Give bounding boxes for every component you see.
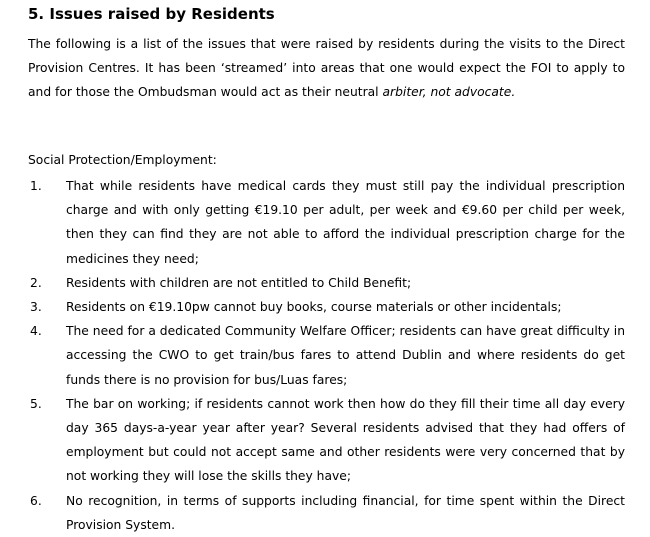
list-item-text: No recognition, in terms of supports including financial, for time spent within the Direct Provision System. bbox=[66, 493, 625, 532]
list-item-number: 4. bbox=[30, 324, 42, 339]
list-item-text: Residents with children are not entitled to Child Benefit; bbox=[66, 275, 412, 290]
list-item-text: The bar on working; if residents cannot work then how do they fill their time all day every day 365 days-a-year year after year? Several residents advised that they had offers of employment but could not accept same and other residents were very concerned that by not working they will lose the skills they have; bbox=[66, 396, 625, 484]
intro-paragraph bbox=[28, 32, 625, 105]
intro-text: The following is a list of the issues that were raised by residents during the visits to the Direct Provision Centres. It has been ‘streamed’ into areas that one would expect the FOI to apply to and for those the Ombudsman would act as their neutral bbox=[28, 37, 625, 100]
section-heading: 5. Issues raised by Residents bbox=[28, 5, 275, 23]
list-item-number: 5. bbox=[30, 396, 42, 411]
list-item-number: 6. bbox=[30, 493, 42, 508]
list-item-number: 1. bbox=[30, 179, 42, 193]
intro-emphasis: arbiter, not advocate. bbox=[382, 85, 516, 100]
list-item-text: The need for a dedicated Community Welfare Officer; residents can have great difficulty in accessing the CWO to get train/bus fares to attend Dublin and where residents do get funds there is no provision for bus/Luas fares; bbox=[66, 324, 625, 387]
list-item-text: Residents on €19.10pw cannot buy books, course materials or other incidentals; bbox=[66, 300, 562, 314]
list-item-number: 3. bbox=[30, 300, 42, 314]
subsection-title: Social Protection/Employment: bbox=[28, 153, 217, 167]
list-item-text: That while residents have medical cards they must still pay the individual prescription charge and with only getting €19.10 per adult, per week and €9.60 per child per week, then they can find they are not able to afford the individual prescription charge for the medicines they need; bbox=[66, 179, 625, 266]
list-item-number: 2. bbox=[30, 275, 42, 290]
